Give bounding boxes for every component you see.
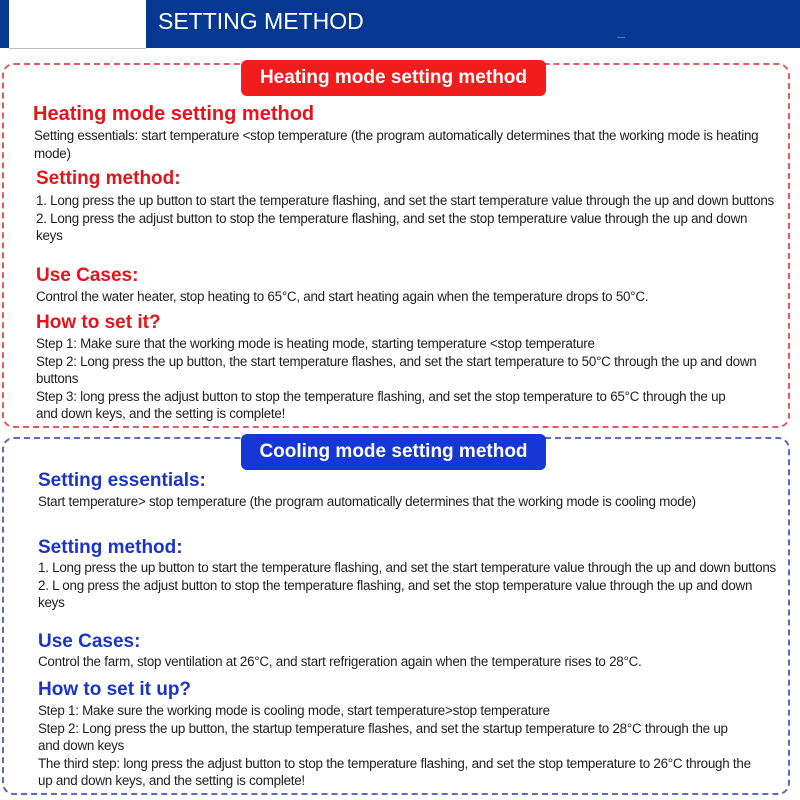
cooling-how-block [38, 678, 778, 790]
heating-how-step-2: Step 2: Long press the up button, the start temperature flashes, and set the start temperature to 50°C through the up and down buttons [36, 353, 757, 386]
heating-how-block [36, 311, 776, 423]
cooling-method-block [38, 537, 778, 612]
heating-method-block [36, 166, 776, 245]
heating-section-title-badge: Heating mode setting method [241, 60, 546, 96]
heating-use-cases-block [36, 264, 776, 306]
cooling-essentials-text: Start temperature> stop temperature (the program automatically determines that the working mode is cooling mode) [38, 494, 696, 509]
cooling-method-heading: Setting method: [38, 537, 183, 558]
heating-method-step-1: 1. Long press the up button to start the temperature flashing, and set the start temperature value through the up and down buttons [36, 193, 774, 208]
cooling-use-cases-text: Control the farm, stop ventilation at 26°C, and start refrigeration again when the temperature rises to 28°C. [38, 654, 642, 669]
cooling-section-title-badge: Cooling mode setting method [241, 434, 546, 470]
cooling-essentials-heading: Setting essentials: [38, 470, 206, 491]
page-title: SETTING METHOD [158, 8, 364, 34]
heating-use-cases-text: Control the water heater, stop heating to 65°C, and start heating again when the temperature drops to 50°C. [36, 289, 649, 304]
cooling-use-cases-heading: Use Cases: [38, 631, 141, 652]
heating-content [33, 101, 773, 162]
header-divider [617, 37, 625, 38]
cooling-how-step-1: Step 1: Make sure the working mode is cooling mode, start temperature>stop temperature [38, 703, 550, 718]
cooling-how-heading: How to set it up? [38, 679, 192, 700]
heating-heading: Heating mode setting method [33, 103, 315, 125]
cooling-method-step-1: 1. Long press the up button to start the temperature flashing, and set the start temperature value through the up and down buttons [38, 560, 776, 575]
cooling-method-step-2: 2. L ong press the adjust button to stop the temperature flashing, and set the stop temperature value through the up and down keys [38, 577, 753, 610]
cooling-how-step-3: The third step: long press the adjust button to stop the temperature flashing, and set the stop temperature to 26°C through the up and down keys, and the setting is complete! [38, 755, 751, 788]
cooling-how-step-2: Step 2: Long press the up button, the startup temperature flashes, and set the startup temperature to 28°C through the up and down keys [38, 720, 728, 753]
cooling-use-cases-block [38, 631, 778, 671]
heating-method-step-2: 2. Long press the adjust button to stop the temperature flashing, and set the stop temperature value through the up and down keys [36, 210, 748, 243]
header-logo-area [9, 0, 146, 49]
heating-how-heading: How to set it? [36, 312, 161, 333]
heating-how-step-1: Step 1: Make sure that the working mode is heating mode, starting temperature <stop temperature [36, 336, 595, 351]
heating-use-cases-heading: Use Cases: [36, 265, 139, 286]
header-bar [0, 0, 800, 48]
heating-essentials: Setting essentials: start temperature <stop temperature (the program automatically determines that the working mode is heating mode) [34, 128, 759, 161]
cooling-essentials-block [38, 469, 778, 511]
heating-method-heading: Setting method: [36, 168, 181, 189]
heating-how-step-3: Step 3: long press the adjust button to stop the temperature flashing, and set the stop temperature to 65°C through the up and down keys, and the setting is complete! [36, 388, 726, 421]
